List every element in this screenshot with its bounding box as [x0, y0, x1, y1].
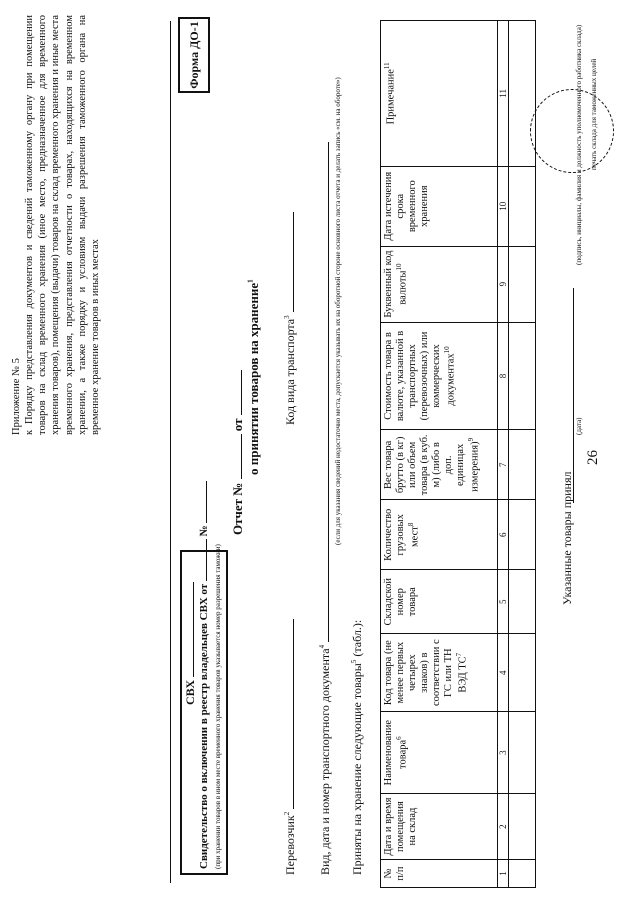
form-label: Форма ДО-1 [186, 21, 201, 89]
svx-certificate-text: Свидетельство о включении в реестр владельцев СВХ от [198, 583, 210, 869]
transport-doc-line [328, 142, 329, 642]
report-subtitle-footnote: 1 [246, 279, 255, 283]
report-from-label: от [230, 418, 245, 432]
table-header-cell: Вес товара брутто (в кг) или объем товара (в куб. м) (либо в доп. единицах измерения)$^9$ [381, 430, 498, 500]
table-cell [509, 430, 536, 500]
form-label-box [178, 17, 210, 93]
table-cell: 5 [498, 570, 509, 634]
accepted-goods-label: Приняты на хранение следующие товары [350, 663, 364, 875]
table-number-row [498, 21, 509, 888]
table-cell [509, 166, 536, 246]
accepted-goods-footnote: 5 [350, 659, 358, 664]
annex-heading [10, 15, 102, 435]
table-cell [509, 860, 536, 888]
table-cell [509, 794, 536, 860]
table-header-cell: Дата и время помещения на склад [381, 794, 498, 860]
header-divider [170, 21, 171, 883]
transport-kind-field [283, 212, 298, 425]
table-cell: 11 [498, 21, 509, 167]
table-cell [509, 322, 536, 430]
svx-name-line [193, 582, 194, 677]
table-cell [509, 634, 536, 712]
report-subtitle [246, 279, 262, 475]
table-cell [509, 500, 536, 570]
table-header-cell: Количество грузовых мест$^8$ [381, 500, 498, 570]
table-cell: 1 [498, 860, 509, 888]
table-cell: 9 [498, 246, 509, 322]
report-subtitle-text: о принятии товаров на хранение [246, 282, 261, 475]
carrier-line [293, 619, 294, 809]
table-header-cell: Примечание$^{11}$ [381, 21, 498, 167]
stamp-circle [530, 89, 614, 173]
transport-kind-footnote: 3 [283, 315, 291, 319]
table-header-cell: № п/п [381, 860, 498, 888]
svx-title [183, 582, 198, 705]
page-number: 26 [585, 450, 601, 465]
report-number-line [241, 434, 242, 479]
transport-kind-line [293, 212, 294, 312]
transport-doc-field [318, 142, 333, 875]
table-cell [509, 246, 536, 322]
report-title [230, 370, 246, 535]
table-cell [509, 712, 536, 794]
table-row [509, 21, 536, 888]
accepted-by-label: Указанные товары принял [560, 471, 574, 605]
table-header-cell: Складской номер товара [381, 570, 498, 634]
svx-title-text: СВХ [183, 679, 197, 705]
signature-caption: (подпись, инициалы, фамилия и должность уполномоченного работника склада) [575, 24, 583, 265]
accepted-goods-suffix: (табл.): [350, 619, 364, 657]
carrier-field [283, 619, 298, 875]
transport-doc-footnote: 4 [318, 644, 326, 649]
stamp-caption: печать склада для таможенных целей [590, 58, 598, 170]
table-header-cell: Стоимость товара в валюте, указанной в транспортных (перевозочных) или коммерческих документах$^{10}$ [381, 322, 498, 430]
table-header-row [381, 21, 498, 888]
accepted-goods-heading [350, 620, 365, 875]
svx-date-line [206, 539, 207, 581]
table-cell: 3 [498, 712, 509, 794]
carrier-footnote: 2 [283, 811, 291, 816]
report-date-line [241, 370, 242, 415]
date-caption: (дата) [575, 417, 583, 435]
table-header-cell: Буквенный код валюты$^{10}$ [381, 246, 498, 322]
goods-table [380, 20, 536, 888]
table-cell: 2 [498, 794, 509, 860]
carrier-label: Перевозчик [283, 815, 297, 875]
transport-doc-label: Вид, дата и номер транспортного документа [318, 648, 332, 875]
svx-number-line [206, 481, 207, 523]
annex-number: Приложение № 5 [11, 358, 22, 435]
table-header-cell: Наименование товара$^6$ [381, 712, 498, 794]
table-cell [509, 570, 536, 634]
table-cell: 6 [498, 500, 509, 570]
svx-number-sign: № [198, 525, 210, 537]
annex-description: к Порядку представления документов и сведений таможенному органу при помещении товаров на склад временного хранения (иное место, предназначенное для временного хранения товаров), помещения (выдачи) товаров на склад временного хранения и иные места временного хранения, представления отчетности о товарах, находящихся на временном хранении, а также порядку и условиям выдачи разрешения таможенного органа на временное хранение товаров в иных местах [24, 15, 101, 435]
table-header-cell: Дата истечения срока временного хранения [381, 166, 498, 246]
table-cell: 10 [498, 166, 509, 246]
report-number-label: Отчет № [230, 482, 245, 535]
svx-certificate-line [198, 481, 210, 869]
transport-doc-note: (если для указания сведений недостаточно места, допускается указывать их на оборотной стороне основного листа отчета и делать запись «см. на обороте») [334, 77, 342, 545]
transport-kind-label: Код вида транспорта [283, 318, 297, 425]
table-cell: 4 [498, 634, 509, 712]
table-cell: 8 [498, 322, 509, 430]
table-cell: 7 [498, 430, 509, 500]
table-header-cell: Код товара (не менее первых четырех знаков) в соответствии с ГС или ТН ВЭД $ТС^7$ [381, 634, 498, 712]
accepted-by-line [573, 288, 574, 503]
svx-note: (при хранении товаров в ином месте временного хранения товаров указывается номер разрешения таможни) [214, 544, 222, 869]
